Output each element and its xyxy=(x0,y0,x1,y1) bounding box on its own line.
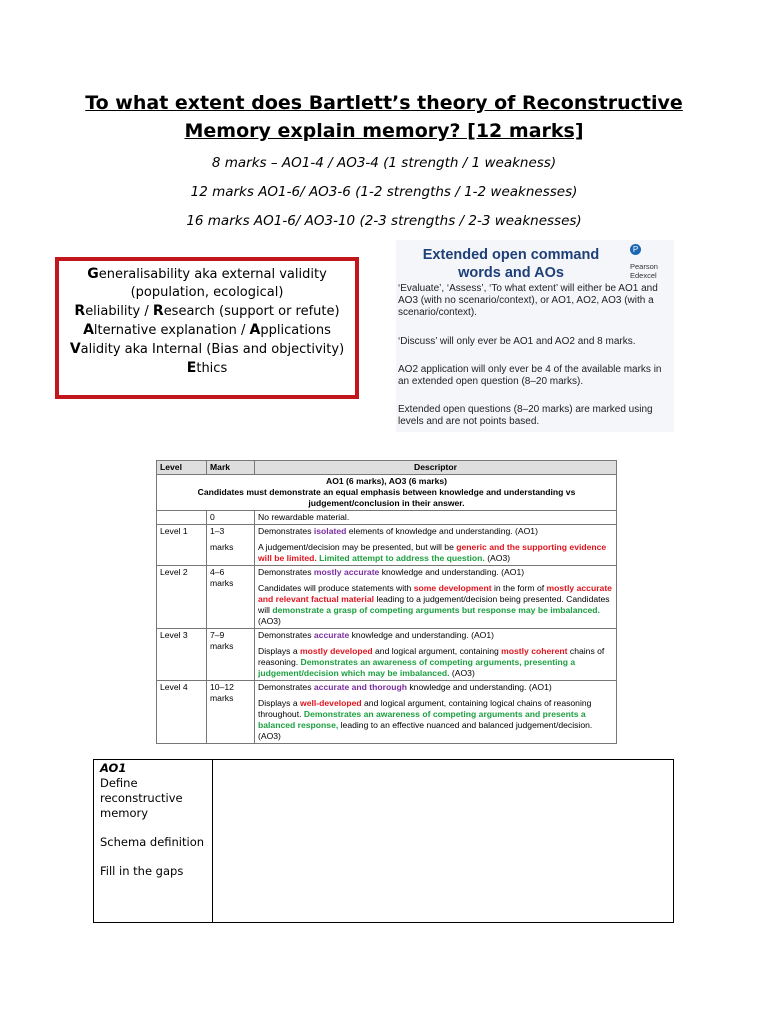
title-line-1: To what extent does Bartlett’s theory of Reconstructive xyxy=(85,92,683,114)
ao1-answer-cell[interactable] xyxy=(213,760,674,923)
ao1-prompt-cell xyxy=(94,760,213,923)
ao1-answer-table xyxy=(93,759,674,923)
gravae-g-detail: (population, ecological) xyxy=(130,285,284,300)
rubric-header-mark: Mark xyxy=(207,461,255,475)
pearson-info-panel xyxy=(396,240,674,432)
table-row: 0 No rewardable material. xyxy=(157,511,617,525)
ao1-heading: AO1 xyxy=(100,761,127,775)
pearson-logo: P Pearson Edexcel xyxy=(630,245,658,280)
gravae-v: Validity aka Internal (Bias and objectivity) xyxy=(69,341,345,357)
gravae-box xyxy=(55,257,359,399)
gravae-r: Reliability / Research (support or refute) xyxy=(74,303,340,319)
ao1-schema-prompt: Schema definition xyxy=(100,835,205,849)
levels-rubric xyxy=(156,460,617,744)
rubric-banner-row xyxy=(157,475,617,511)
page-title xyxy=(60,89,708,145)
pearson-title: Extended open command words and AOs xyxy=(422,247,600,281)
table-row: Level 1 1–3 marks Demonstrates isolated elements of knowledge and understanding. (AO1) A judgement/decision may be presented, but will be generic and the supporting evidence will be limited. Limited attempt to address the question. (AO3) xyxy=(157,525,617,566)
mark-scheme-12: 12 marks AO1-6/ AO3-6 (1-2 strengths / 1-2 weaknesses) xyxy=(190,184,578,200)
rubric-banner-note: Candidates must demonstrate an equal emphasis between knowledge and understanding vs judgement/conclusion in their answer. xyxy=(197,487,576,508)
gravae-g: Generalisability aka external validity xyxy=(87,266,327,282)
pearson-para-3: AO2 application will only ever be 4 of the available marks in an extended open question (8–20 marks). xyxy=(398,364,662,387)
gravae-e: Ethics xyxy=(186,360,228,376)
rubric-header-level: Level xyxy=(157,461,207,475)
gravae-a: Alternative explanation / Applications xyxy=(83,322,331,338)
rubric-banner-ao: AO1 (6 marks), AO3 (6 marks) xyxy=(325,476,447,486)
table-row: Level 2 4–6 marks Demonstrates mostly accurate knowledge and understanding. (AO1) Candidates will produce statements with some development in the form of mostly accurate and relevant factual material leading to a judgement/decision being presented. Candidates will demonstrate a grasp of competing arguments but response may be imbalanced. (AO3) xyxy=(157,566,617,629)
levels-rubric-image xyxy=(150,456,630,748)
rubric-header-row xyxy=(157,461,617,475)
ao1-gaps-prompt: Fill in the gaps xyxy=(100,864,184,878)
pearson-para-4: Extended open questions (8–20 marks) are marked using levels and are not points based. xyxy=(398,404,653,427)
title-line-2: Memory explain memory? [12 marks] xyxy=(184,120,584,142)
table-row: Level 3 7–9 marks Demonstrates accurate knowledge and understanding. (AO1) Displays a mostly developed and logical argument, containing mostly coherent chains of reasoning. Demonstrates an awareness of competing arguments, presenting a judgement/decision which may be imbalanced. (AO3) xyxy=(157,629,617,681)
table-row: Level 4 10–12 marks Demonstrates accurate and thorough knowledge and understanding. (AO1) Displays a well-developed and logical argument, containing logical chains of reasoning throughout. Demonstrates an awareness of competing arguments and presents a balanced response, leading to an effective nuanced and balanced judgement/decision. (AO3) xyxy=(157,681,617,744)
mark-scheme-16: 16 marks AO1-6/ AO3-10 (2-3 strengths / 2-3 weaknesses) xyxy=(186,213,582,229)
ao1-define-prompt: Define reconstructive memory xyxy=(100,776,183,820)
pearson-logo-icon: P xyxy=(630,244,641,255)
mark-scheme-8: 8 marks – AO1-4 / AO3-4 (1 strength / 1 weakness) xyxy=(211,155,557,171)
rubric-header-descriptor: Descriptor xyxy=(255,461,617,475)
pearson-para-2: ‘Discuss’ will only ever be AO1 and AO2 and 8 marks. xyxy=(398,336,636,347)
pearson-para-1: ‘Evaluate’, ‘Assess’, ‘To what extent’ will either be AO1 and AO3 (with no scenario/context), or AO1, AO2, AO3 (with a scenario/context). xyxy=(398,283,658,318)
